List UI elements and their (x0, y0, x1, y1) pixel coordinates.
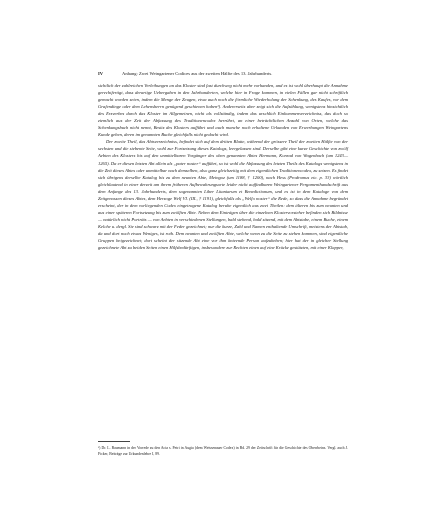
paragraph: sichtlich der zahlreichen Verleihungen an das Kloster sind fast durchweg nicht mehr vorhanden, und es ist wohl überhaupt die Annahme gerechtfertigt, dass derartige Uebergaben in den Jahrhunderten, welche hier in Frage kommen, in vielen Fällen gar nicht schriftlich gemacht worden seien, indem die Menge der Zeugen, etwa auch noch die förmliche Wiederholung der Schenkung, des Kaufes, vor dem Grafendinge oder dem Lehensherrn genügend geschienen haben¹). Andererseits aber zeigt sich die Aufzählung, wenigstens hinsichtlich des Erzverbes durch das Kloster im Allgemeinen, nicht als vollständig, indem das urschlich Einkommenverzeichniss, das doch so ziemlich aus der Zeit der Abfassung des Traditionencodex herrührt, an einer beträchtlichen Anzahl von Orten, welche das Schenkungsbuch nicht nennt, Besitz des Klosters aufführt und auch manche noch erhaltene Urkunden von Erwerbungen Weingartens Kunde geben, deren im genannten Buche gleichfalls nicht gedacht wird. (98, 83, 348, 138)
body-text (98, 82, 348, 251)
footnote (98, 446, 348, 457)
page-number: IV (98, 71, 104, 76)
running-header (98, 71, 348, 77)
footnote-rule (98, 441, 130, 442)
footnote-marker: ¹) (98, 446, 101, 450)
footnote-text: Dr. L. Baumann in der Vorrede zu den Acta s. Petri in Augia (dem Weissenauer Codex) in Bd. 29 der Zeitschrift für die Geschichte des Oberrheins. Vergl. auch J. Ficker, Beiträge zur Urkundenlehre I, 89. (98, 446, 349, 456)
paragraph: Der zweite Theil, das Abtsverzeichniss, befindet sich auf dem dritten Blatte, während der grössere Theil der zweiten Hälfte von der sechsten und die siebente Seite, wohl zur Fortsetzung dieses Katalogs, leergelassen sind. Derselbe gibt eine kurze Geschichte von zwölf Aebten des Klosters bis auf den unmittelbaren Vorgänger des oben genannten Abtes Hermann, Konrad von Wagenbach (um 1243—1265). Da er diesen letzten Abt allein als „pater noster“ aufführt, so ist wohl die Abfassung des letzten Theils des Katalogs wenigstens in die Zeit dieses Abtes oder unmittelbar nach demselben, also ganz gleichzeitig mit dem eigentlichen Traditionencodex, zu setzen. Es findet sich übrigens derselbe Katalog bis zu dem neunten Abte, Meingoz (um 1188, † 1200), nach Hess (Prodromus etc. p. 33) wörtlich gleichlautend in einer derzeit am ihrem früheren Aufbewahrungsorte leider nicht auffindbaren Weingartener Pergamenthandschrift aus dem Anfange des 13. Jahrhunderts, dem sogenannten Liber Litaniarum et Benedictionum, und es ist in dem Kataloge von dem Zeitgenossen dieses Abtes, dem Herzoge Welf VI. (III., † 1191), gleichfalls als „Welfo noster“ die Rede, so dass die Annahme begründet erscheint, der in dem vorliegenden Codex eingetragene Katalog beruhe eigentlich aus zwei Theilen: dem älteren bis zum neunten und aus einer späteren Fortsetzung bis zum zwölften Abte. Neben dem Einträgen über die einzelnen Klostervorsteher befinden sich Bildnisse — natürlich nicht Porträts — von Aebten in verschiedenen Stellungen, bald stehend, bald sitzend, mit dem Abtstabe, einem Buche, einem Kelche u. dergl. Sie sind schwarz mit der Feder gezeichnet; nur die kurze, Zahl und Namen enthaltende Umschrift, meistens der Abtstab, da und dort noch etwas Weniges, ist roth. Dem neunten und zwölften Abte, welche wenn zu die Seite zu stehen kommen, sind eigentliche Gruppen beigezeichnet; dort scheint der sitzende Abt eine vor ihm knieende Person aufzuheben; hier hat der in gleicher Stellung gezeichnete Abt zu beiden Seiten einen Hilfsbedürftigen, insbesondere zur Rechten einen auf eine Krücke gestützten, mit einer Klapper, (98, 139, 348, 251)
running-title: Anhang: Zwei Weingartener Codices aus der zweiten Hälfte des 13. Jahrhunderts. (122, 71, 273, 76)
